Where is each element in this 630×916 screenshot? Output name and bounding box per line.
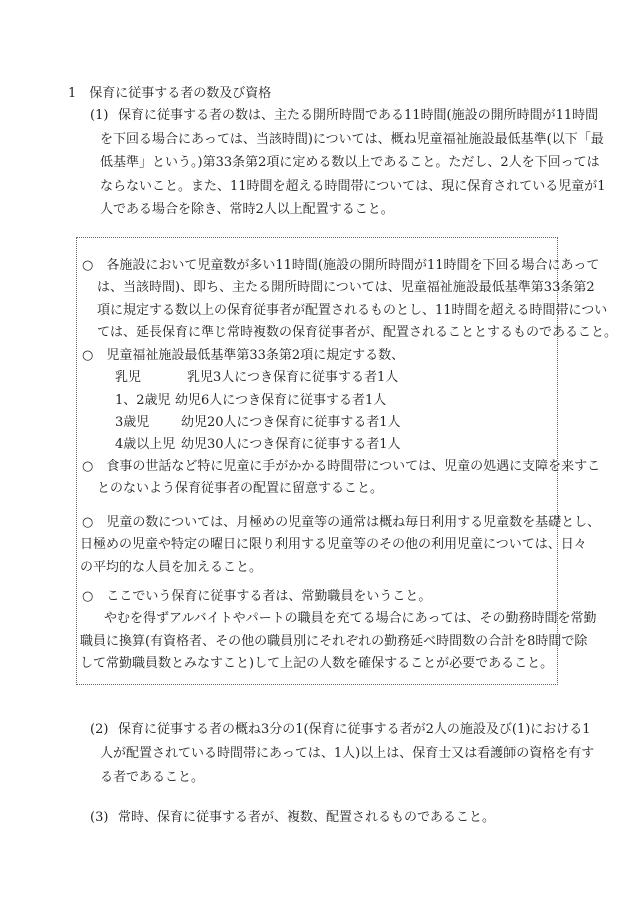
ratio-value: 幼児20人につき保育に従事する者1人 bbox=[181, 414, 401, 430]
note-line: ○ ここでいう保育に従事する者は、常勤職員をいうこと。 bbox=[82, 589, 432, 604]
note-4 bbox=[82, 512, 600, 579]
note-line: 職員に換算(有資格者、その他の職員別にそれぞれの勤務延べ時間数の合計を8時間で除 bbox=[80, 633, 588, 649]
note-line: の平均的な人員を加えること。 bbox=[80, 559, 263, 575]
ratio-age: 4歳以上児 bbox=[115, 437, 176, 453]
ratio-row bbox=[115, 390, 404, 412]
ratio-age: 3歳児 bbox=[115, 414, 150, 430]
note-line: ○ 食事の世話など特に児童に手がかかる時間帯については、児童の処遇に支障を来すこ bbox=[82, 459, 601, 474]
note-line: 日極めの児童や特定の曜日に限り利用する児童等のその他の利用児童については、日々 bbox=[80, 537, 587, 553]
item-3-marker: (3) bbox=[90, 810, 109, 825]
note-3 bbox=[82, 456, 600, 501]
item-1-marker: (1) bbox=[90, 108, 109, 123]
item-1 bbox=[90, 104, 606, 222]
ratio-value: 乳児3人につき保育に従事する者1人 bbox=[187, 370, 399, 386]
item-2-marker: (2) bbox=[90, 722, 109, 737]
item-2 bbox=[90, 718, 594, 790]
note-5 bbox=[82, 586, 596, 675]
ratio-age: 乳児 bbox=[115, 370, 142, 386]
note-line: して常勤職員数とみなすこと)して上記の人数を確保することが必要であること。 bbox=[80, 655, 554, 671]
note-line: とのないよう保育従事者の配置に留意すること。 bbox=[97, 481, 384, 497]
ratio-age: 1、2歳児 bbox=[115, 392, 171, 408]
ratio-table bbox=[115, 367, 404, 456]
note-line: ○ 児童福祉施設最低基準第33条第2項に規定する数、 bbox=[82, 348, 405, 363]
item-3 bbox=[90, 806, 495, 825]
section-heading: 1 保育に従事する者の数及び資格 bbox=[68, 86, 272, 101]
note-2 bbox=[82, 345, 404, 456]
ratio-row bbox=[115, 367, 404, 389]
item-1-line: 保育に従事する者の数は、主たる開所時間である11時間(施設の開所時間が11時間 bbox=[118, 108, 599, 123]
item-2-line: 人が配置されている時間帯にあっては、1人)以上は、保育士又は看護師の資格を有す bbox=[100, 746, 595, 761]
item-1-line: 人である場合を除き、常時2人以上配置すること。 bbox=[100, 202, 394, 217]
note-line: ○ 各施設において児童数が多い11時間(施設の開所時間が11時間を下回る場合にあって bbox=[82, 258, 600, 273]
ratio-value: 幼児6人につき保育に従事する者1人 bbox=[175, 392, 387, 408]
note-line: やむを得ずアルバイトやパートの職員を充てる場合にあっては、その勤務時間を常勤 bbox=[104, 611, 597, 627]
item-3-text: 常時、保育に従事する者が、複数、配置されるものであること。 bbox=[118, 810, 496, 825]
note-line: 項に規定する数以上の保育従事者が配置されるものとし、11時間を超える時間帯につい bbox=[97, 302, 608, 318]
item-1-line: を下回る場合にあっては、当該時間)については、概ね児童福祉施設最低基準(以下「最 bbox=[100, 131, 604, 147]
ratio-row bbox=[115, 434, 404, 456]
item-2-line: 保育に従事する者の概ね3分の1(保育に従事する者が2人の施設及び(1)における1 bbox=[118, 722, 591, 737]
item-1-line: ならないこと。また、11時間を超える時間帯については、現に保育されている児童が1 bbox=[100, 178, 606, 194]
ratio-row bbox=[115, 412, 404, 434]
item-1-line: 低基準」という。)第33条第2項に定める数以上であること。ただし、2人を下回っては bbox=[100, 155, 600, 170]
note-line: は、当該時間)、即ち、主たる開所時間については、児童福祉施設最低基準第33条第2 bbox=[97, 280, 595, 296]
note-line: ては、延長保育に準じ常時複数の保育従事者が、配置されることとするものであること。 bbox=[97, 324, 618, 340]
note-1 bbox=[82, 255, 617, 344]
ratio-value: 幼児30人につき保育に従事する者1人 bbox=[181, 437, 401, 453]
note-line: ○ 児童の数については、月極めの児童等の通常は概ね毎日利用する児童数を基礎とし、 bbox=[82, 515, 601, 530]
item-2-line: る者であること。 bbox=[100, 770, 205, 785]
